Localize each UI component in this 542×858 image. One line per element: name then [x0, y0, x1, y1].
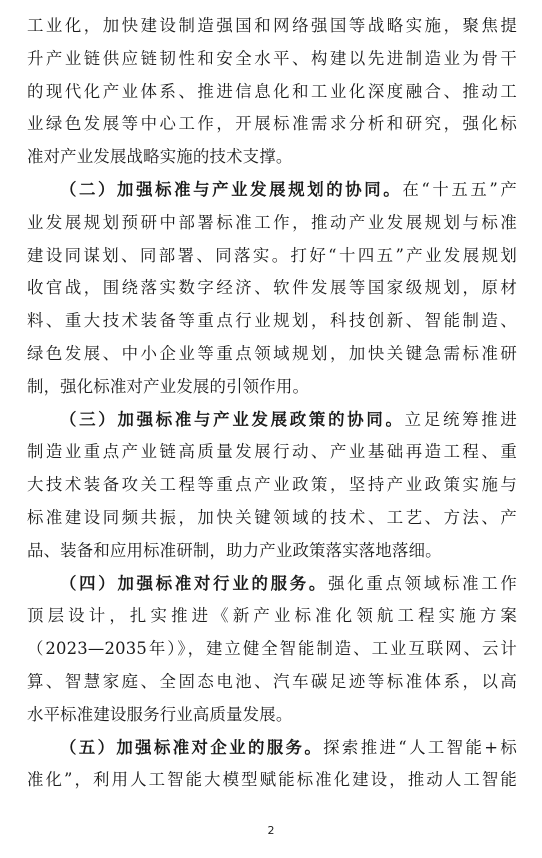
- paragraph-line: [27, 43, 517, 76]
- line-text: 水平标准建设服务行业高质量发展。: [27, 704, 293, 724]
- line-text: 探索推进“人工智能+标: [323, 737, 517, 757]
- paragraph-line: [27, 240, 517, 273]
- line-text: 的现代化产业体系、推进信息化和工业化深度融合、推动工: [27, 81, 517, 101]
- section-heading: （四）加强标准对行业的服务。: [60, 573, 329, 593]
- body-text: [27, 10, 517, 797]
- line-text: 制造业重点产业链高质量发展行动、产业基础再造工程、重: [27, 442, 517, 462]
- page-number: 2: [267, 824, 275, 837]
- line-text: 品、装备和应用标准研制，助力产业政策落实落地落细。: [27, 540, 442, 560]
- line-text: 业绿色发展等中心工作，开展标准需求分析和研究，强化标: [27, 114, 517, 134]
- line-text: 算、智慧家庭、全固态电池、汽车碳足迹等标准体系，以高: [27, 671, 517, 691]
- line-text: 料、重大技术装备等重点行业规划，科技创新、智能制造、: [27, 311, 517, 331]
- line-text: （2023—2035年）》，建立健全智能制造、工业互联网、云计: [27, 639, 517, 659]
- section-heading: （二）加强标准与产业发展规划的协同。: [60, 179, 403, 199]
- line-text: 立足统筹推进: [404, 409, 518, 429]
- paragraph-line: [27, 699, 517, 732]
- line-text: 大技术装备攻关工程等重点产业政策，坚持产业政策实施与: [27, 475, 517, 495]
- line-text: 业发展规划预研中部署标准工作，推动产业发展规划与标准: [27, 212, 517, 232]
- line-text: 建设同谋划、同部署、同落实。打好“十四五”产业发展规划: [27, 245, 517, 265]
- line-text: 制，强化标准对产业发展的引领作用。: [27, 376, 310, 396]
- line-text: 工业化，加快建设制造强国和网络强国等战略实施，聚焦提: [27, 16, 517, 35]
- paragraph-line: [27, 502, 517, 535]
- paragraph-line: [27, 666, 517, 699]
- paragraph-line: [27, 305, 517, 338]
- line-text: 绿色发展、中小企业等重点领域规划，加快关键急需标准研: [27, 343, 517, 363]
- paragraph-line: [27, 76, 517, 109]
- paragraph-line: [27, 207, 517, 240]
- line-text: 准化”，利用人工智能大模型赋能标准化建设，推动人工智能: [27, 770, 517, 790]
- paragraph-line: [27, 338, 517, 371]
- paragraph-line: [27, 535, 517, 568]
- section-heading-line: [27, 404, 517, 437]
- paragraph-line: [27, 600, 517, 633]
- line-text: 收官战，围绕落实数字经济、软件发展等国家级规划，原材: [27, 278, 517, 298]
- section-heading-line: [27, 174, 517, 207]
- paragraph-line: [27, 272, 517, 305]
- paragraph-line: [27, 436, 517, 469]
- line-text: 标准建设同频共振，加快关键领域的技术、工艺、方法、产: [27, 507, 517, 527]
- section-heading-line: [27, 732, 517, 765]
- paragraph-line: [27, 764, 517, 797]
- line-text: 在“十五五”产: [402, 179, 517, 199]
- paragraph-line: [27, 10, 517, 43]
- section-heading: （三）加强标准与产业发展政策的协同。: [60, 409, 405, 429]
- line-text: 升产业链供应链韧性和安全水平、构建以先进制造业为骨干: [27, 48, 517, 68]
- paragraph-line: [27, 633, 517, 666]
- line-text: 准对产业发展战略实施的技术支撑。: [27, 147, 293, 167]
- paragraph-line: [27, 371, 517, 404]
- section-heading: （五）加强标准对企业的服务。: [60, 737, 324, 757]
- paragraph-line: [27, 141, 517, 174]
- paragraph-line: [27, 469, 517, 502]
- section-heading-line: [27, 568, 517, 601]
- line-text: 顶层设计，扎实推进《新产业标准化领航工程实施方案: [27, 606, 517, 626]
- line-text: 强化重点领域标准工作: [328, 573, 517, 593]
- paragraph-line: [27, 108, 517, 141]
